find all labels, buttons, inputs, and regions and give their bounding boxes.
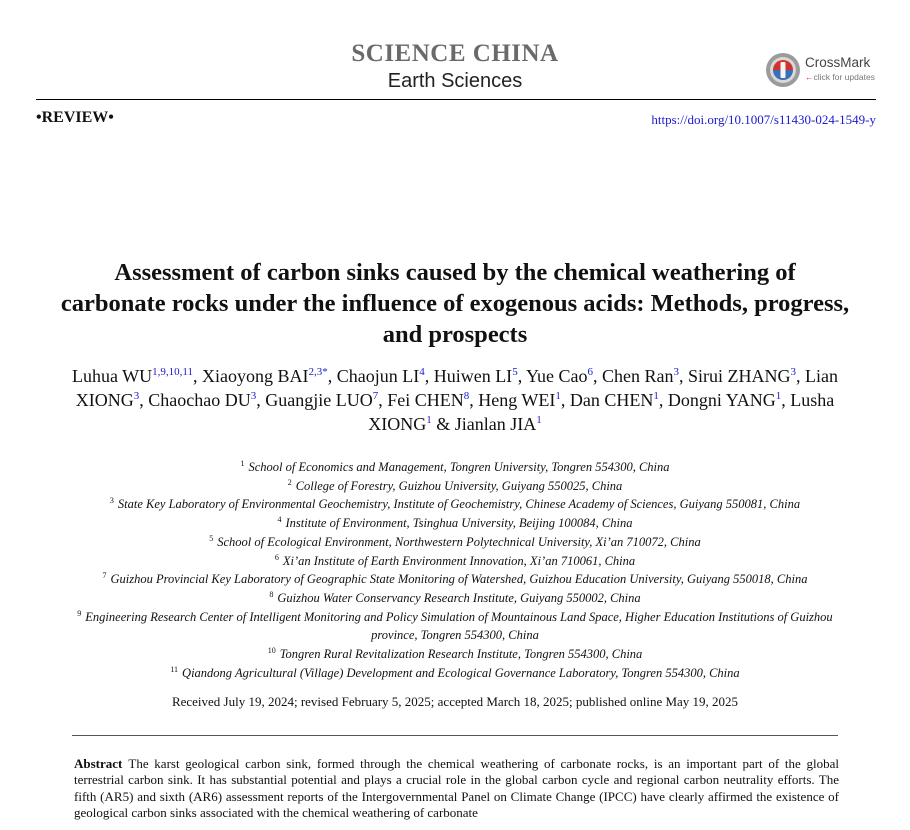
affiliation-item [60, 664, 850, 683]
author-affiliation-ref[interactable]: 1 [555, 390, 561, 402]
affiliation-item [60, 495, 850, 514]
author-separator: , [593, 366, 603, 386]
author-name: Sirui ZHANG [688, 366, 791, 386]
affiliation-number: 9 [77, 608, 82, 618]
affiliation-list [60, 458, 850, 682]
author-name: Luhua WU [71, 366, 153, 386]
affiliation-item [60, 645, 850, 664]
author-affiliation-ref[interactable]: 7 [372, 390, 379, 402]
doi-link[interactable]: https://doi.org/10.1007/s11430-024-1549-y [651, 112, 876, 127]
crossmark-icon [765, 52, 801, 88]
author-separator: , [560, 390, 570, 410]
author-separator: , [679, 366, 689, 386]
author-name: Chen Ran [602, 366, 674, 386]
author-name: Guangjie LUO [265, 390, 373, 410]
author-affiliation-ref[interactable]: 1 [426, 414, 432, 426]
section-rule [72, 735, 838, 736]
author-name: Lian XIONG [75, 366, 839, 410]
affiliation-item [60, 570, 850, 589]
author-affiliation-ref[interactable]: 3 [673, 366, 680, 378]
author-name: Heng WEI [478, 390, 556, 410]
author-separator: , [378, 390, 388, 410]
author-affiliation-ref[interactable]: 3 [133, 390, 140, 402]
affiliation-text: State Key Laboratory of Environmental Geochemistry, Institute of Geochemistry, Chinese Academy of Sciences, Guiyang 550081, China [117, 497, 801, 512]
abstract-text: The karst geological carbon sink, formed through the chemical weathering of carbonate rocks, is an important part of the global terrestrial carbon sink. It has substantial potential and plays a crucial role in the global carbon cycle and regional carbon neutrality efforts. The fifth (AR5) and sixth (AR6) assessment reports of the Intergovernmental Panel on Climate Change (IPCC) have clearly affirmed the existence of geological carbon sinks associated with the chemical weathering of carbonate [74, 756, 839, 820]
author-name: Huiwen LI [433, 366, 513, 386]
author-name: Chaochao DU [148, 390, 251, 410]
affiliation-item [60, 458, 850, 477]
author-separator: , [469, 390, 479, 410]
author-affiliation-ref[interactable]: 1 [775, 390, 782, 402]
affiliation-number: 1 [240, 459, 245, 468]
author-separator: & [431, 414, 455, 434]
author-affiliation-ref[interactable]: 3 [790, 366, 797, 378]
affiliation-text: School of Ecological Environment, Northwestern Polytechnical University, Xi’an 710072, China [217, 534, 701, 549]
affiliation-number: 2 [287, 477, 292, 487]
affiliation-number: 11 [170, 664, 179, 674]
article-title: Assessment of carbon sinks caused by the chemical weathering of carbonate rocks under the influence of exogenous acids: Methods, progress, and prospects [60, 259, 850, 348]
affiliation-text: Qiandong Agricultural (Village) Development and Ecological Governance Laboratory, Tongren 554300, China [182, 665, 740, 680]
author-affiliation-ref[interactable]: 3 [250, 390, 257, 402]
affiliation-item [60, 477, 850, 496]
publication-dates: Received July 19, 2024; revised February 5, 2025; accepted March 18, 2025; published online May 19, 2025 [171, 694, 739, 709]
author-separator: , [781, 390, 791, 410]
author-affiliation-ref[interactable]: 4 [419, 366, 425, 378]
author-separator: , [517, 366, 527, 386]
author-name: Jianlan JIA [454, 414, 537, 434]
crossmark-sub-text: click for updates [813, 72, 875, 82]
header-rule [36, 99, 876, 100]
article-type: •REVIEW• [36, 109, 114, 126]
author-separator: , [658, 390, 668, 410]
affiliation-text: Engineering Research Center of Intelligent Monitoring and Policy Simulation of Mountainous Land Space, Higher Education Institutions of Guizhou province, Tongren 554300, China [85, 609, 833, 643]
author-affiliation-ref[interactable]: 6 [587, 366, 594, 378]
crossmark-badge[interactable] [765, 50, 895, 90]
author-separator: , [192, 366, 202, 386]
affiliation-text: College of Forestry, Guizhou University, Guiyang 550025, China [295, 478, 623, 493]
affiliation-number: 5 [209, 533, 214, 543]
arrow-left-icon: ← [805, 72, 814, 82]
author-affiliation-ref[interactable]: 2,3* [308, 366, 328, 378]
crossmark-sublabel [805, 72, 875, 82]
affiliation-item [60, 589, 850, 608]
affiliation-number: 7 [102, 571, 107, 581]
author-affiliation-ref[interactable]: 5 [512, 366, 518, 378]
affiliation-text: Guizhou Water Conservancy Research Institute, Guiyang 550002, China [277, 590, 641, 605]
author-separator: , [327, 366, 337, 386]
author-affiliation-ref[interactable]: 8 [463, 390, 470, 402]
author-separator: , [424, 366, 434, 386]
affiliation-item [60, 514, 850, 533]
affiliation-number: 4 [277, 515, 282, 525]
affiliation-text: Xi’an Institute of Earth Environment Innovation, Xi’an 710061, China [282, 553, 636, 568]
affiliation-item [60, 533, 850, 552]
affiliation-text: Guizhou Provincial Key Laboratory of Geographic State Monitoring of Watershed, Guizhou Education University, Guiyang 550018, China [110, 572, 808, 587]
affiliation-number: 3 [109, 496, 114, 506]
affiliation-number: 10 [267, 646, 276, 656]
affiliation-number: 8 [269, 589, 274, 599]
author-name: Fei CHEN [387, 390, 464, 410]
author-separator: , [796, 366, 806, 386]
affiliation-item [60, 552, 850, 571]
journal-title: SCIENCE CHINA [351, 40, 559, 67]
author-affiliation-ref[interactable]: 1,9,10,11 [152, 366, 193, 378]
affiliation-text: Institute of Environment, Tsinghua University, Beijing 100084, China [285, 516, 633, 531]
author-affiliation-ref[interactable]: 1 [653, 390, 659, 402]
crossmark-label: CrossMark [805, 55, 871, 70]
author-name: Yue Cao [526, 366, 588, 386]
author-name: Chaojun LI [336, 366, 420, 386]
abstract-label: Abstract [74, 756, 123, 771]
journal-subtitle: Earth Sciences [387, 70, 523, 92]
author-name: Dan CHEN [569, 390, 654, 410]
affiliation-number: 6 [274, 552, 279, 562]
author-affiliation-ref[interactable]: 1 [536, 414, 542, 426]
author-separator: , [139, 390, 149, 410]
author-name: Lusha XIONG [368, 390, 835, 434]
author-list [60, 364, 850, 436]
affiliation-item [60, 608, 850, 645]
author-separator: , [256, 390, 266, 410]
affiliation-text: Tongren Rural Revitalization Research Institute, Tongren 554300, China [279, 647, 643, 662]
author-name: Dongni YANG [667, 390, 776, 410]
author-name: Xiaoyong BAI [201, 366, 309, 386]
abstract [74, 756, 839, 821]
affiliation-text: School of Economics and Management, Tongren University, Tongren 554300, China [248, 460, 670, 474]
